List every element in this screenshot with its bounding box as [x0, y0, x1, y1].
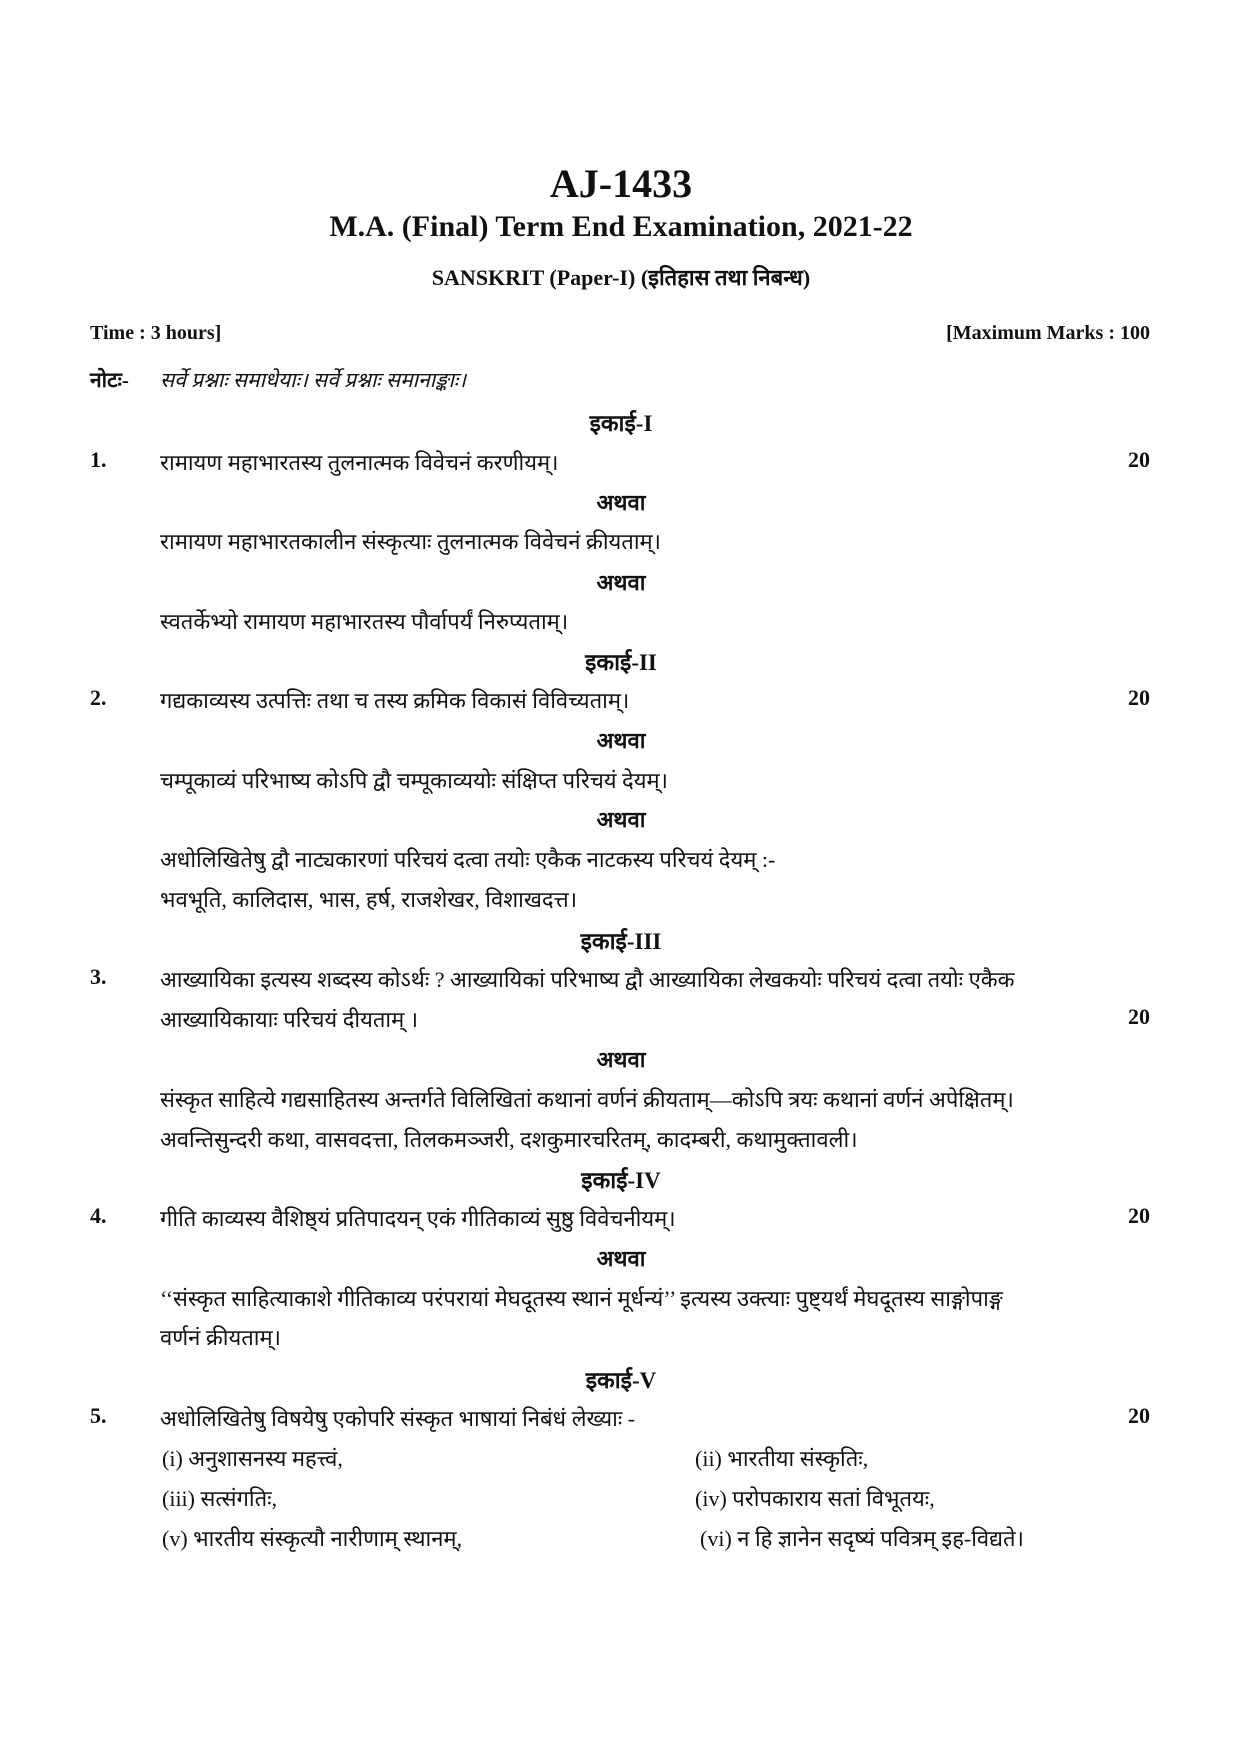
- question-4-alt-1-line-2: वर्णनं क्रीयताम्।: [160, 1325, 281, 1350]
- question-2-alt-2-line-2: भवभूति, कालिदास, भास, हर्ष, राजशेखर, विशाखदत्त।: [160, 887, 578, 912]
- paper-code: AJ-1433: [549, 161, 693, 206]
- or-label: अथवा: [596, 807, 646, 832]
- or-label: अथवा: [596, 728, 646, 753]
- note-text: सर्वे प्रश्नाः समाधेयाः। सर्वे प्रश्नाः समानाङ्काः।: [160, 368, 467, 392]
- question-2-alt-2-line-1: अधोलिखितेषु द्वौ नाट्यकारणां परिचयं दत्वा तयोः एकैक नाटकस्य परिचयं देयम् :-: [160, 847, 776, 872]
- maximum-marks: [Maximum Marks : 100: [946, 322, 1150, 344]
- question-3-alt-1-line-1: संस्कृत साहित्ये गद्यसाहितस्य अन्तर्गते विलिखितां कथानां वर्णनं क्रीयताम्—कोऽपि त्रयः कथानां वर्णनं अपेक्षितम्।: [160, 1087, 1014, 1112]
- question-5-number: 5.: [90, 1403, 107, 1428]
- note-label: नोटः-: [90, 368, 129, 392]
- question-2-marks: 20: [1128, 685, 1150, 710]
- time-allowed: Time : 3 hours]: [90, 322, 222, 344]
- unit-4-heading: इकाई-IV: [581, 1168, 661, 1193]
- question-1-alt-2: स्वतर्केभ्यो रामायण महाभारतस्य पौर्वापर्यं निरुप्यताम्।: [160, 609, 569, 634]
- essay-option-i: (i) अनुशासनस्य महत्त्वं,: [162, 1446, 343, 1471]
- question-1-number: 1.: [90, 447, 107, 472]
- question-2-alt-1: चम्पूकाव्यं परिभाष्य कोऽपि द्वौ चम्पूकाव्ययोः संक्षिप्त परिचयं देयम्।: [160, 768, 668, 793]
- question-4-number: 4.: [90, 1203, 107, 1228]
- essay-option-iv: (iv) परोपकाराय सतां विभूतयः,: [695, 1486, 935, 1511]
- essay-option-v: (v) भारतीय संस्कृत्यौ नारीणाम् स्थानम्,: [162, 1526, 463, 1551]
- question-1-marks: 20: [1128, 447, 1150, 472]
- question-3-alt-1-line-2: अवन्तिसुन्दरी कथा, वासवदत्ता, तिलकमञ्जरी, दशकुमारचरितम्, कादम्बरी, कथामुक्तावली।: [160, 1127, 858, 1152]
- unit-3-heading: इकाई-III: [580, 929, 662, 954]
- exam-title: M.A. (Final) Term End Examination, 2021-22: [329, 210, 913, 243]
- question-3-text-line-2: आख्यायिकायाः परिचयं दीयताम् ।: [160, 1007, 419, 1032]
- or-label: अथवा: [596, 1047, 646, 1072]
- unit-1-heading: इकाई-I: [589, 411, 653, 436]
- question-4-alt-1-line-1: ‘‘संस्कृत साहित्याकाशे गीतिकाव्य परंपरायां मेघदूतस्य स्थानं मूर्धन्यं’’ इत्यस्य उक्त्याः पुष्ट्यर्थं मेघदूतस्य साङ्गोपाङ्ग: [160, 1286, 1003, 1311]
- subject-line: SANSKRIT (Paper-I) (इतिहास तथा निबन्ध): [431, 265, 811, 290]
- essay-option-iii: (iii) सत्संगतिः,: [162, 1486, 278, 1511]
- question-5-text: अधोलिखितेषु विषयेषु एकोपरि संस्कृत भाषायां निबंधं लेख्याः -: [160, 1406, 636, 1431]
- essay-option-vi: (vi) न हि ज्ञानेन सदृष्यं पवित्रम् इह-विद्यते।: [700, 1526, 1024, 1551]
- question-2-number: 2.: [90, 685, 107, 710]
- unit-2-heading: इकाई-II: [585, 650, 657, 675]
- question-1-alt-1: रामायण महाभारतकालीन संस्कृत्याः तुलनात्मक विवेचनं क्रीयताम्।: [160, 529, 662, 554]
- question-3-marks: 20: [1128, 1004, 1150, 1029]
- or-label: अथवा: [596, 1246, 646, 1271]
- question-2-text: गद्यकाव्यस्य उत्पत्तिः तथा च तस्य क्रमिक विकासं विविच्यताम्।: [160, 688, 630, 713]
- question-3-text-line-1: आख्यायिका इत्यस्य शब्दस्य कोऽर्थः ? आख्यायिकां परिभाष्य द्वौ आख्यायिका लेखकयोः परिचयं दत्वा तयोः एकैक: [160, 967, 1015, 992]
- question-3-number: 3.: [90, 964, 107, 989]
- or-label: अथवा: [596, 490, 646, 515]
- question-4-text: गीति काव्यस्य वैशिष्ठ्यं प्रतिपादयन् एकं गीतिकाव्यं सुष्ठु विवेचनीयम्।: [160, 1206, 676, 1231]
- essay-option-ii: (ii) भारतीया संस्कृतिः,: [695, 1446, 869, 1471]
- question-1-text: रामायण महाभारतस्य तुलनात्मक विवेचनं करणीयम्।: [160, 450, 559, 475]
- question-5-marks: 20: [1128, 1403, 1150, 1428]
- or-label: अथवा: [596, 570, 646, 595]
- unit-5-heading: इकाई-V: [585, 1368, 657, 1393]
- question-4-marks: 20: [1128, 1203, 1150, 1228]
